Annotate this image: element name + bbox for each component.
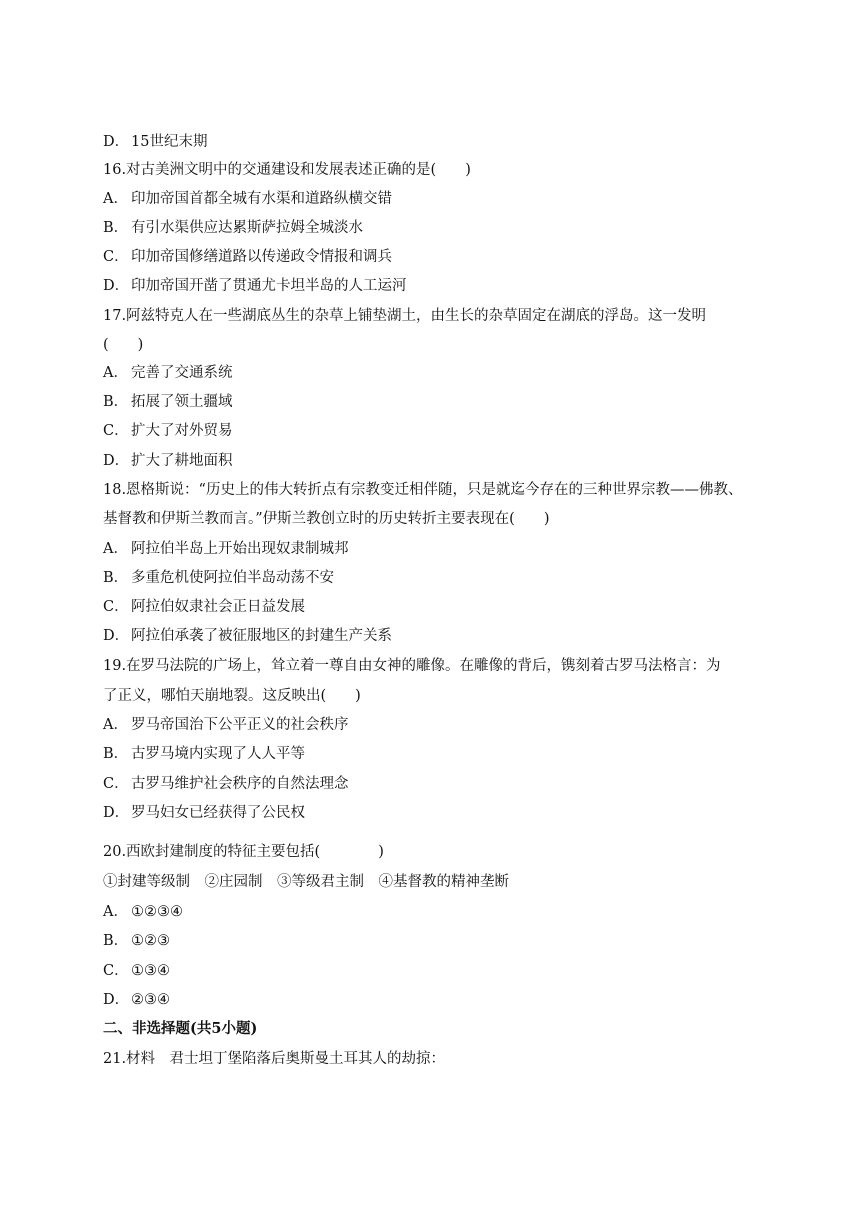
- question-text: 21.材料 君士坦丁堡陷落后奥斯曼土耳其人的劫掠：: [103, 1051, 446, 1067]
- option-label: A．: [103, 904, 128, 920]
- option-label: B．: [103, 933, 129, 949]
- option-label: D．: [103, 805, 130, 821]
- answer-option: [103, 774, 770, 794]
- answer-option: [103, 902, 770, 922]
- option-text: 15世纪末期: [131, 134, 208, 150]
- option-text: ①②③: [131, 933, 170, 949]
- option-label: A．: [103, 541, 128, 557]
- question-text: 17.阿兹特克人在一些湖底丛生的杂草上铺垫湖土，由生长的杂草固定在湖底的浮岛。这一发明: [103, 308, 707, 324]
- option-label: C．: [103, 249, 129, 265]
- answer-option: [103, 392, 770, 412]
- option-label: D．: [103, 992, 130, 1008]
- answer-option: [103, 218, 770, 238]
- option-text: ②③④: [131, 992, 170, 1008]
- option-text: 拓展了领土疆域: [131, 394, 233, 410]
- option-text: ①③④: [131, 963, 170, 979]
- question-text: ( ): [103, 337, 144, 353]
- answer-option: [103, 715, 770, 735]
- option-label: A．: [103, 191, 128, 207]
- answer-option: [103, 961, 770, 981]
- option-label: C．: [103, 963, 129, 979]
- option-label: D．: [103, 453, 130, 469]
- option-text: 印加帝国首都全城有水渠和道路纵横交错: [131, 191, 392, 207]
- option-text: 印加帝国修缮道路以传递政令情报和调兵: [131, 249, 392, 265]
- answer-option: [103, 132, 770, 152]
- question-text: 16.对古美洲文明中的交通建设和发展表述正确的是( ): [103, 162, 471, 178]
- answer-option: [103, 597, 770, 617]
- option-text: 扩大了耕地面积: [131, 453, 233, 469]
- option-label: C．: [103, 423, 129, 439]
- section-heading: 二、非选择题(共5小题): [103, 1020, 258, 1037]
- answer-option: [103, 247, 770, 267]
- answer-option: [103, 539, 770, 559]
- answer-option: [103, 744, 770, 764]
- option-text: 阿拉伯承袭了被征服地区的封建生产关系: [131, 628, 392, 644]
- question-text: 基督教和伊斯兰教而言。”伊斯兰教创立时的历史转折主要表现在( ): [103, 511, 550, 527]
- option-text: 印加帝国开凿了贯通尤卡坦半岛的人工运河: [131, 278, 407, 294]
- option-text: 古罗马境内实现了人人平等: [131, 746, 305, 762]
- answer-option: [103, 276, 770, 296]
- option-label: B．: [103, 746, 129, 762]
- option-text: 罗马妇女已经获得了公民权: [131, 805, 305, 821]
- question-text: 18.恩格斯说：“历史上的伟大转折点有宗教变迁相伴随，只是就迄今存在的三种世界宗教——佛教、: [103, 482, 743, 498]
- question-text: 了正义，哪怕天崩地裂。这反映出( ): [103, 688, 361, 704]
- option-text: 有引水渠供应达累斯萨拉姆全城淡水: [131, 220, 363, 236]
- option-text: 阿拉伯半岛上开始出现奴隶制城邦: [131, 541, 349, 557]
- option-label: B．: [103, 220, 129, 236]
- option-label: B．: [103, 570, 129, 586]
- option-label: B．: [103, 394, 129, 410]
- answer-option: [103, 626, 770, 646]
- option-text: 阿拉伯奴隶社会正日益发展: [131, 599, 305, 615]
- option-text: 罗马帝国治下公平正义的社会秩序: [131, 717, 349, 733]
- option-label: A．: [103, 717, 128, 733]
- option-label: C．: [103, 776, 129, 792]
- answer-option: [103, 451, 770, 471]
- question-text: ①封建等级制 ②庄园制 ③等级君主制 ④基督教的精神垄断: [103, 874, 509, 890]
- option-text: 多重危机使阿拉伯半岛动荡不安: [131, 570, 334, 586]
- answer-option: [103, 990, 770, 1010]
- option-label: D．: [103, 278, 130, 294]
- question-text: 20.西欧封建制度的特征主要包括( ): [103, 844, 384, 860]
- answer-option: [103, 803, 770, 823]
- option-text: ①②③④: [131, 904, 183, 920]
- answer-option: [103, 568, 770, 588]
- answer-option: [103, 363, 770, 383]
- question-text: 19.在罗马法院的广场上，耸立着一尊自由女神的雕像。在雕像的背后，镌刻着古罗马法格言：为: [103, 658, 721, 674]
- option-label: C．: [103, 599, 129, 615]
- answer-option: [103, 189, 770, 209]
- answer-option: [103, 421, 770, 441]
- option-text: 古罗马维护社会秩序的自然法理念: [131, 776, 349, 792]
- answer-option: [103, 931, 770, 951]
- option-text: 扩大了对外贸易: [131, 423, 233, 439]
- option-label: D．: [103, 134, 130, 150]
- option-text: 完善了交通系统: [131, 365, 233, 381]
- option-label: A．: [103, 365, 128, 381]
- option-label: D．: [103, 628, 130, 644]
